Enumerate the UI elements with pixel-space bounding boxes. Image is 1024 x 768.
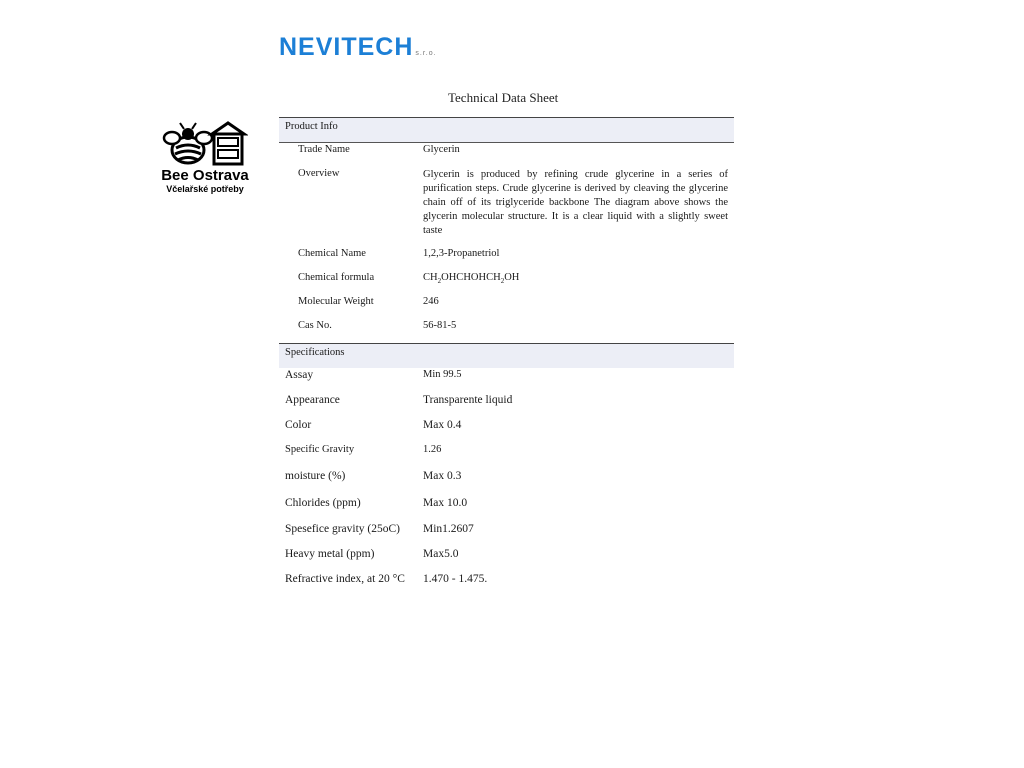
overview-label: Overview <box>298 168 340 179</box>
chlorides-value: Max 10.0 <box>423 497 468 509</box>
cas-no-label: Cas No. <box>298 320 332 331</box>
chemical-name-label: Chemical Name <box>298 248 366 259</box>
specifications-heading: Specifications <box>285 347 345 358</box>
chlorides-label: Chlorides (ppm) <box>285 497 361 509</box>
molecular-weight-value: 246 <box>423 296 439 307</box>
document-title: Technical Data Sheet <box>448 90 559 105</box>
assay-label: Assay <box>285 369 314 381</box>
bee-hive-icon <box>162 120 248 168</box>
bee-ostrava-logo <box>155 120 255 200</box>
appearance-label: Appearance <box>285 394 340 406</box>
appearance-value: Transparente liquid <box>423 394 513 406</box>
bee-ostrava-subtitle: Včelařské potřeby <box>166 184 244 194</box>
moisture-label: moisture (%) <box>285 470 346 482</box>
heavy-metal-label: Heavy metal (ppm) <box>285 548 375 560</box>
product-info-divider <box>279 142 734 143</box>
color-label: Color <box>285 419 312 431</box>
assay-value: Min 99.5 <box>423 369 462 380</box>
cas-no-value: 56-81-5 <box>423 320 457 331</box>
trade-name-label: Trade Name <box>298 144 350 155</box>
brand-suffix: s.r.o. <box>415 50 437 57</box>
trade-name-value: Glycerin <box>423 144 460 155</box>
product-info-header <box>279 117 734 142</box>
chemical-name-value: 1,2,3-Propanetriol <box>423 248 500 259</box>
moisture-value: Max 0.3 <box>423 470 462 482</box>
nevitech-logo <box>279 35 437 59</box>
specifications-header <box>279 343 734 368</box>
chemical-formula-value: $CH_2OHCHOHCH_2OH$ <box>423 272 520 286</box>
heavy-metal-value: Max5.0 <box>423 548 459 560</box>
chemical-formula-label: Chemical formula <box>298 272 375 283</box>
color-value: Max 0.4 <box>423 419 462 431</box>
overview-value: Glycerin is produced by refining crude glycerine in a series of purification steps. Crude glycerine is derived by cleaving the glycerine chain off of its triglyceride backbone The diagram above shows the glycerin molecular structure. It is a clear liquid with a slightly sweet taste <box>423 169 728 236</box>
spesefice-gravity-label: Spesefice gravity (25oC) <box>285 523 400 535</box>
molecular-weight-label: Molecular Weight <box>298 296 374 307</box>
bee-ostrava-name: Bee Ostrava <box>161 167 249 184</box>
specific-gravity-label: Specific Gravity <box>285 444 355 455</box>
spesefice-gravity-value: Min1.2607 <box>423 523 474 535</box>
refractive-index-label: Refractive index, at 20 °C <box>285 573 405 585</box>
product-info-heading: Product Info <box>285 121 338 132</box>
brand-name: NEVITECH <box>279 33 414 61</box>
specific-gravity-value: 1.26 <box>423 444 442 455</box>
refractive-index-value: 1.470 - 1.475. <box>423 573 488 585</box>
